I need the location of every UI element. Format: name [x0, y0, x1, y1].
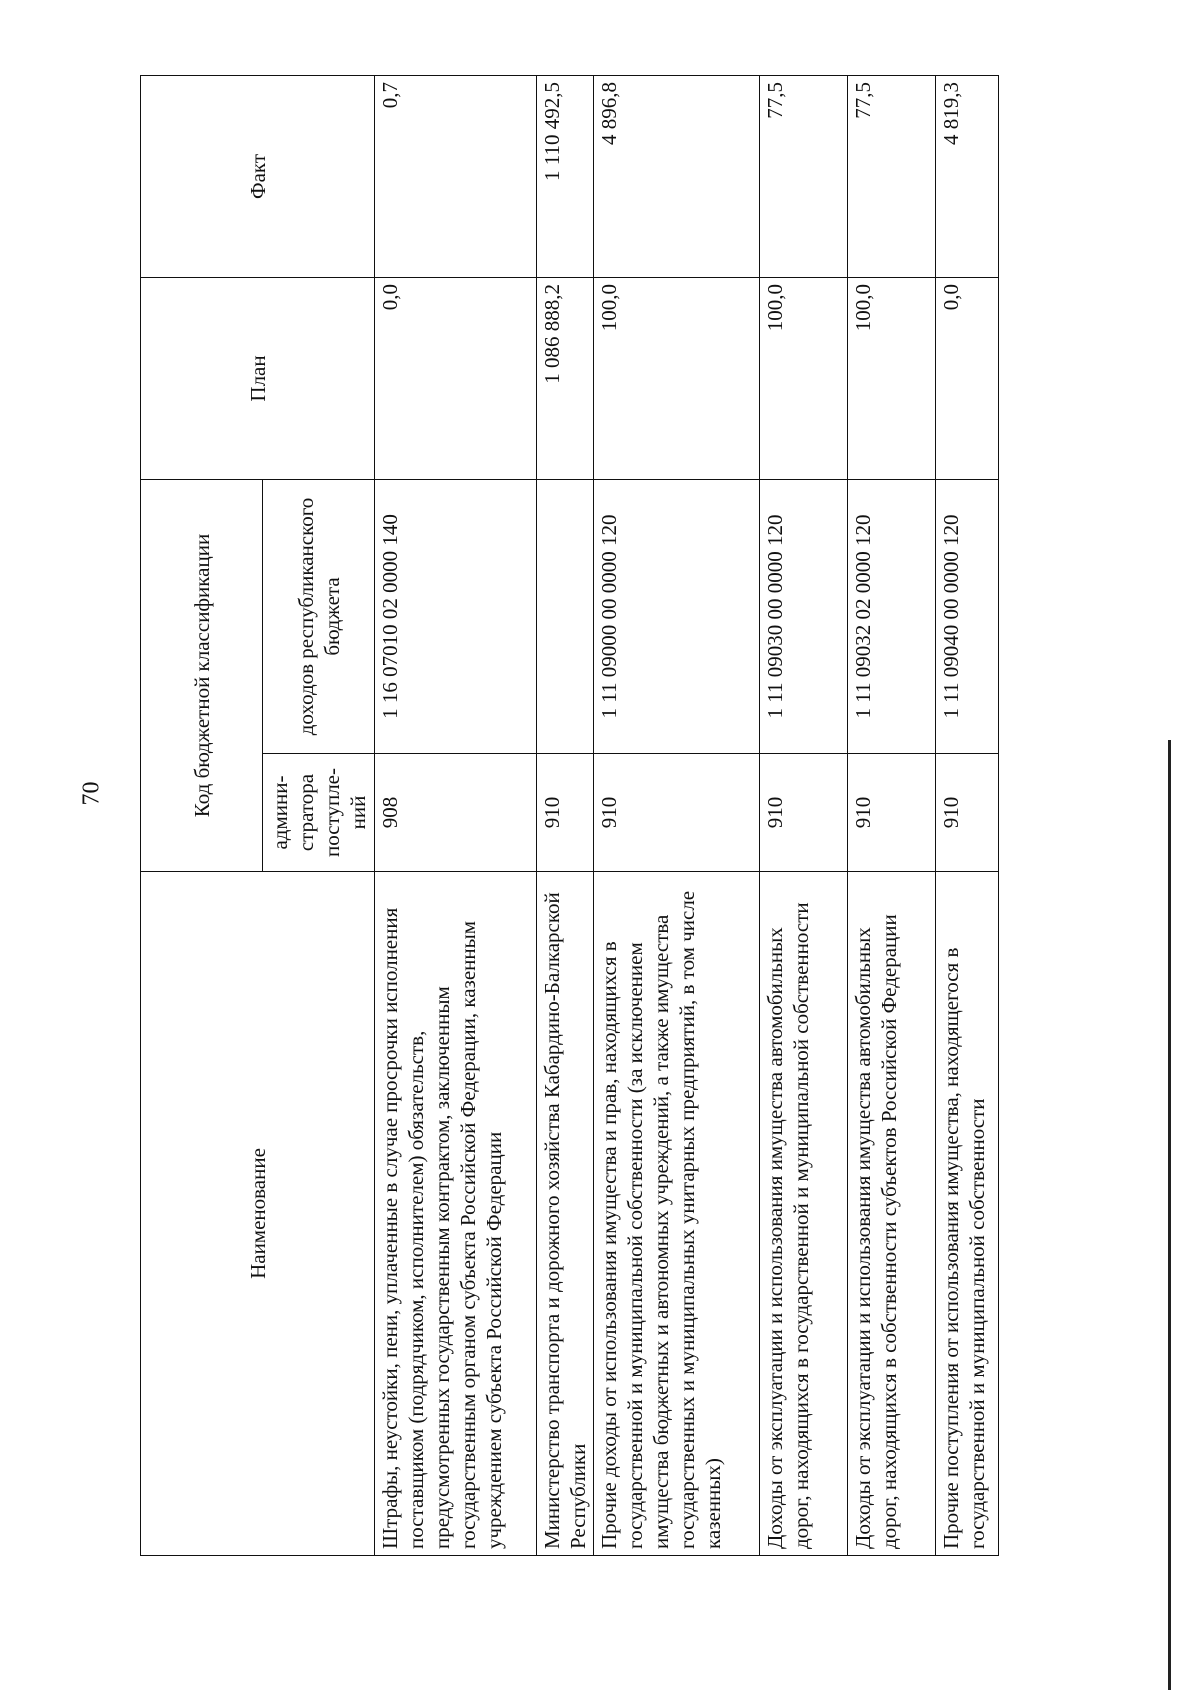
- row-revenue-code: 1 11 09040 00 0000 120: [936, 479, 999, 753]
- page-number: 70: [78, 781, 105, 806]
- row-revenue-code: 1 11 09032 02 0000 120: [848, 479, 936, 753]
- row-fact: 77,5: [848, 75, 936, 277]
- row-admin-code: 910: [936, 754, 999, 872]
- table-row: [375, 75, 537, 1555]
- row-plan: 0,0: [375, 277, 537, 479]
- row-admin-code: 910: [537, 754, 594, 872]
- row-name: Штрафы, неустойки, пени, уплаченные в случае просрочки исполнения поставщиком (подрядчиком, исполнителем) обязательств, предусмотренных государственным контрактом, заключенным государственным органом субъекта Российской Федерации, казенным учреждением субъекта Российской Федерации: [375, 872, 537, 1556]
- row-admin-code: 908: [375, 754, 537, 872]
- header-code-group: Код бюджетной классификации: [141, 479, 263, 871]
- row-name: Доходы от эксплуатации и использования имущества автомобильных дорог, находящихся в собственности субъектов Российской Федерации: [848, 872, 936, 1556]
- row-plan: 1 086 888,2: [537, 277, 594, 479]
- table-row: [848, 75, 936, 1555]
- row-fact: 77,5: [760, 75, 848, 277]
- row-admin-code: 910: [760, 754, 848, 872]
- row-revenue-code: [537, 479, 594, 753]
- row-revenue-code: 1 16 07010 02 0000 140: [375, 479, 537, 753]
- row-plan: 100,0: [760, 277, 848, 479]
- row-admin-code: 910: [848, 754, 936, 872]
- scan-edge-line: [1168, 740, 1171, 1690]
- row-name: Доходы от эксплуатации и использования имущества автомобильных дорог, находящихся в государственной и муниципальной собственности: [760, 872, 848, 1556]
- row-admin-code: 910: [594, 754, 760, 872]
- table-row: [760, 75, 848, 1555]
- header-fact: Факт: [141, 75, 375, 277]
- row-revenue-code: 1 11 09030 00 0000 120: [760, 479, 848, 753]
- row-name: Министерство транспорта и дорожного хозяйства Кабардино-Балкарской Республики: [537, 872, 594, 1556]
- table-row: [936, 75, 999, 1555]
- header-name: Наименование: [141, 872, 375, 1556]
- row-fact: 4 896,8: [594, 75, 760, 277]
- row-fact: 1 110 492,5: [537, 75, 594, 277]
- row-name: Прочие доходы от использования имущества и прав, находящихся в государственной и муниципальной собственности (за исключением имущества бюджетных и автономных учреждений, а также имущества государственных и муниципальных унитарных предприятий, в том числе казенных): [594, 872, 760, 1556]
- row-plan: 0,0: [936, 277, 999, 479]
- row-plan: 100,0: [848, 277, 936, 479]
- header-revenue-code: доходов республиканского бюджета: [263, 479, 375, 753]
- header-plan: План: [141, 277, 375, 479]
- row-plan: 100,0: [594, 277, 760, 479]
- header-admin: админи-стратора поступле-ний: [263, 754, 375, 872]
- row-name: Прочие поступления от использования имущества, находящегося в государственной и муниципальной собственности: [936, 872, 999, 1556]
- budget-revenue-table: [140, 75, 999, 1556]
- row-revenue-code: 1 11 09000 00 0000 120: [594, 479, 760, 753]
- table-row: [594, 75, 760, 1555]
- row-fact: 4 819,3: [936, 75, 999, 277]
- row-fact: 0,7: [375, 75, 537, 277]
- table-row: [537, 75, 594, 1555]
- rotated-table-container: [140, 76, 998, 1556]
